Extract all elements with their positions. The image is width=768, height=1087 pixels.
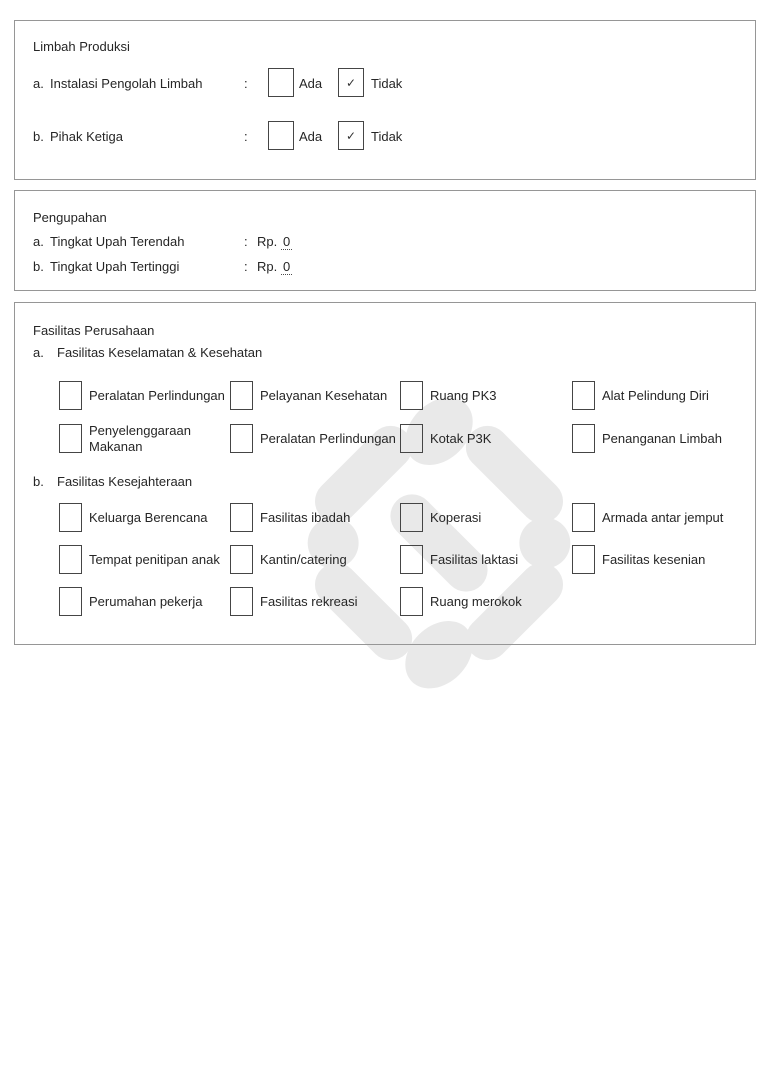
facility-label: Alat Pelindung Diri (602, 387, 709, 403)
section-title: Fasilitas Perusahaan (33, 323, 155, 338)
section-title: Pengupahan (33, 210, 107, 225)
facility-label: Penyelenggaraan Makanan (89, 423, 191, 454)
facility-label: Tempat penitipan anak (89, 551, 220, 567)
checkbox[interactable] (400, 545, 423, 574)
checkbox-tidak-checked[interactable]: ✓ (338, 68, 364, 97)
checkbox[interactable] (572, 381, 595, 410)
checkbox[interactable] (59, 587, 82, 616)
facility-item[interactable] (59, 424, 231, 453)
facility-item[interactable] (59, 381, 225, 410)
row-letter: a. (33, 234, 44, 249)
facility-item[interactable] (230, 424, 396, 453)
group-title: Fasilitas Keselamatan & Kesehatan (57, 345, 263, 360)
checkbox[interactable] (572, 424, 595, 453)
facility-label: Koperasi (430, 509, 482, 525)
facility-label: Perumahan pekerja (89, 593, 203, 609)
wage-lowest-value: 0 (283, 234, 291, 249)
checkbox[interactable] (230, 424, 253, 453)
facility-label: Kantin/catering (260, 551, 347, 567)
separator-colon: : (244, 234, 248, 249)
facility-item[interactable] (400, 424, 491, 453)
facility-label: Penanganan Limbah (602, 430, 722, 446)
checkbox[interactable] (400, 381, 423, 410)
row-label: Tingkat Upah Tertinggi (50, 259, 180, 274)
section-fasilitas-perusahaan (14, 302, 756, 645)
facility-label: Kotak P3K (430, 430, 492, 446)
option-label-tidak: Tidak (371, 76, 403, 91)
group-letter: a. (33, 345, 44, 360)
facility-item[interactable] (572, 503, 723, 532)
checkbox[interactable] (59, 503, 82, 532)
facility-label: Fasilitas rekreasi (260, 593, 358, 609)
checkbox[interactable] (59, 424, 82, 453)
facility-item[interactable] (400, 587, 522, 616)
section-title: Limbah Produksi (33, 39, 130, 54)
option-label-tidak: Tidak (371, 129, 403, 144)
facility-label: Fasilitas ibadah (260, 509, 351, 525)
checkbox[interactable] (572, 503, 595, 532)
facility-label: Pelayanan Kesehatan (260, 387, 388, 403)
facility-label: Peralatan Perlindungan (260, 430, 396, 446)
separator-colon: : (244, 76, 248, 91)
facility-item[interactable] (59, 587, 202, 616)
row-letter: a. (33, 76, 44, 91)
facility-item[interactable] (230, 587, 358, 616)
row-label: Tingkat Upah Terendah (50, 234, 185, 249)
checkbox[interactable] (400, 587, 423, 616)
row-label: Pihak Ketiga (50, 129, 123, 144)
facility-label: Fasilitas kesenian (602, 551, 706, 567)
currency-label: Rp. (257, 234, 278, 249)
facility-label: Ruang PK3 (430, 387, 497, 403)
facility-label: Peralatan Perlindungan (89, 387, 225, 403)
facility-item[interactable] (59, 545, 220, 574)
facility-label: Keluarga Berencana (89, 509, 208, 525)
checkbox[interactable] (230, 503, 253, 532)
facility-item[interactable] (230, 381, 387, 410)
checkbox[interactable] (59, 545, 82, 574)
row-label: Instalasi Pengolah Limbah (50, 76, 203, 91)
facility-item[interactable] (400, 381, 497, 410)
facility-label: Ruang merokok (430, 593, 522, 609)
checkbox-tidak-checked[interactable]: ✓ (338, 121, 364, 150)
checkbox[interactable] (572, 545, 595, 574)
facility-item[interactable] (230, 545, 347, 574)
separator-colon: : (244, 259, 248, 274)
option-label-ada: Ada (299, 76, 323, 91)
section-limbah-produksi (14, 20, 756, 180)
facility-item[interactable] (59, 503, 208, 532)
facility-item[interactable] (400, 545, 518, 574)
section-pengupahan (14, 190, 756, 291)
facility-item[interactable] (572, 381, 709, 410)
facility-item[interactable] (400, 503, 481, 532)
facility-label: Armada antar jemput (602, 509, 724, 525)
currency-label: Rp. (257, 259, 278, 274)
separator-colon: : (244, 129, 248, 144)
checkbox[interactable] (400, 424, 423, 453)
checkbox[interactable] (400, 503, 423, 532)
checkbox[interactable] (59, 381, 82, 410)
row-letter: b. (33, 129, 44, 144)
checkbox-ada[interactable] (268, 68, 294, 97)
option-label-ada: Ada (299, 129, 323, 144)
group-title: Fasilitas Kesejahteraan (57, 474, 193, 489)
facility-item[interactable] (230, 503, 350, 532)
checkbox[interactable] (230, 381, 253, 410)
checkbox-ada[interactable] (268, 121, 294, 150)
group-letter: b. (33, 474, 44, 489)
checkbox[interactable] (230, 587, 253, 616)
wage-highest-value: 0 (283, 259, 291, 274)
facility-item[interactable] (572, 545, 705, 574)
facility-label: Fasilitas laktasi (430, 551, 519, 567)
facility-item[interactable] (572, 424, 722, 453)
checkbox[interactable] (230, 545, 253, 574)
row-letter: b. (33, 259, 44, 274)
